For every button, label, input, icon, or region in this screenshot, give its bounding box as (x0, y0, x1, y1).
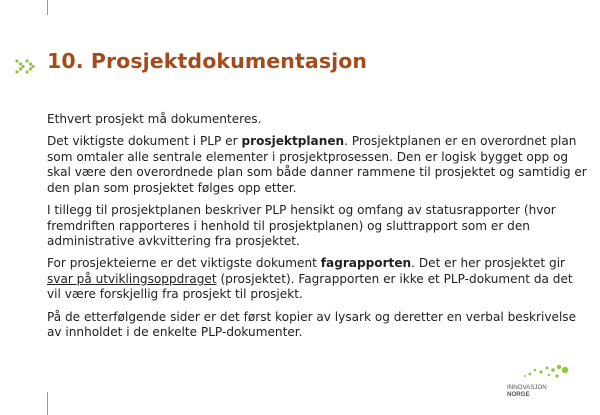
top-divider-line (47, 0, 48, 15)
paragraph-fagrapport: For prosjekteierne er det viktigste dokument fagrapporten. Det er her prosjektet gir svar på utviklingsoppdraget (prosjektet). Fagrapporten er ikke et PLP-dokument da det vil være forskjellig fra prosjekt til prosjekt. (47, 256, 573, 302)
term-fagrapporten: fagrapporten (320, 256, 412, 271)
paragraph-prosjektplan: Det viktigste dokument i PLP er prosjektplanen. Prosjektplanen er en overordnet plan som omtaler alle sentrale elementer i prosjektprosessen. Den er logisk bygget opp og skal være den overordnede plan som både danner rammene til prosjektet og samtidig er den plan som prosjektet følges opp etter. (47, 134, 587, 195)
term-prosjektplanen: prosjektplanen (241, 134, 345, 149)
bottom-divider-line (47, 392, 48, 415)
paragraph-etterfolgende: På de etterfølgende sider er det først kopier av lysark og deretter en verbal beskrivelse av innholdet i de enkelte PLP-dokumenter. (47, 309, 577, 340)
paragraph-rapporter: I tillegg til prosjektplanen beskriver PLP hensikt og omfang av statusrapporter (hvor fremdriften rapporteres i henhold til prosjektplanen) og sluttrapport som er den administrative avkvittering fra prosjektet. (47, 202, 556, 249)
paragraph-intro: Ethvert prosjekt må dokumenteres. (47, 112, 262, 126)
double-chevron-bullet-icon (14, 58, 40, 74)
body-text (47, 112, 587, 347)
logo-text-line1: INNOVASJON (507, 384, 547, 391)
innovasjon-norge-logo (505, 362, 580, 402)
logo-text-line2: NORGE (507, 391, 530, 398)
link-utviklingsoppdraget[interactable]: svar på utviklingsoppdraget (47, 271, 217, 286)
page-title: 10. Prosjektdokumentasjon (47, 49, 368, 73)
